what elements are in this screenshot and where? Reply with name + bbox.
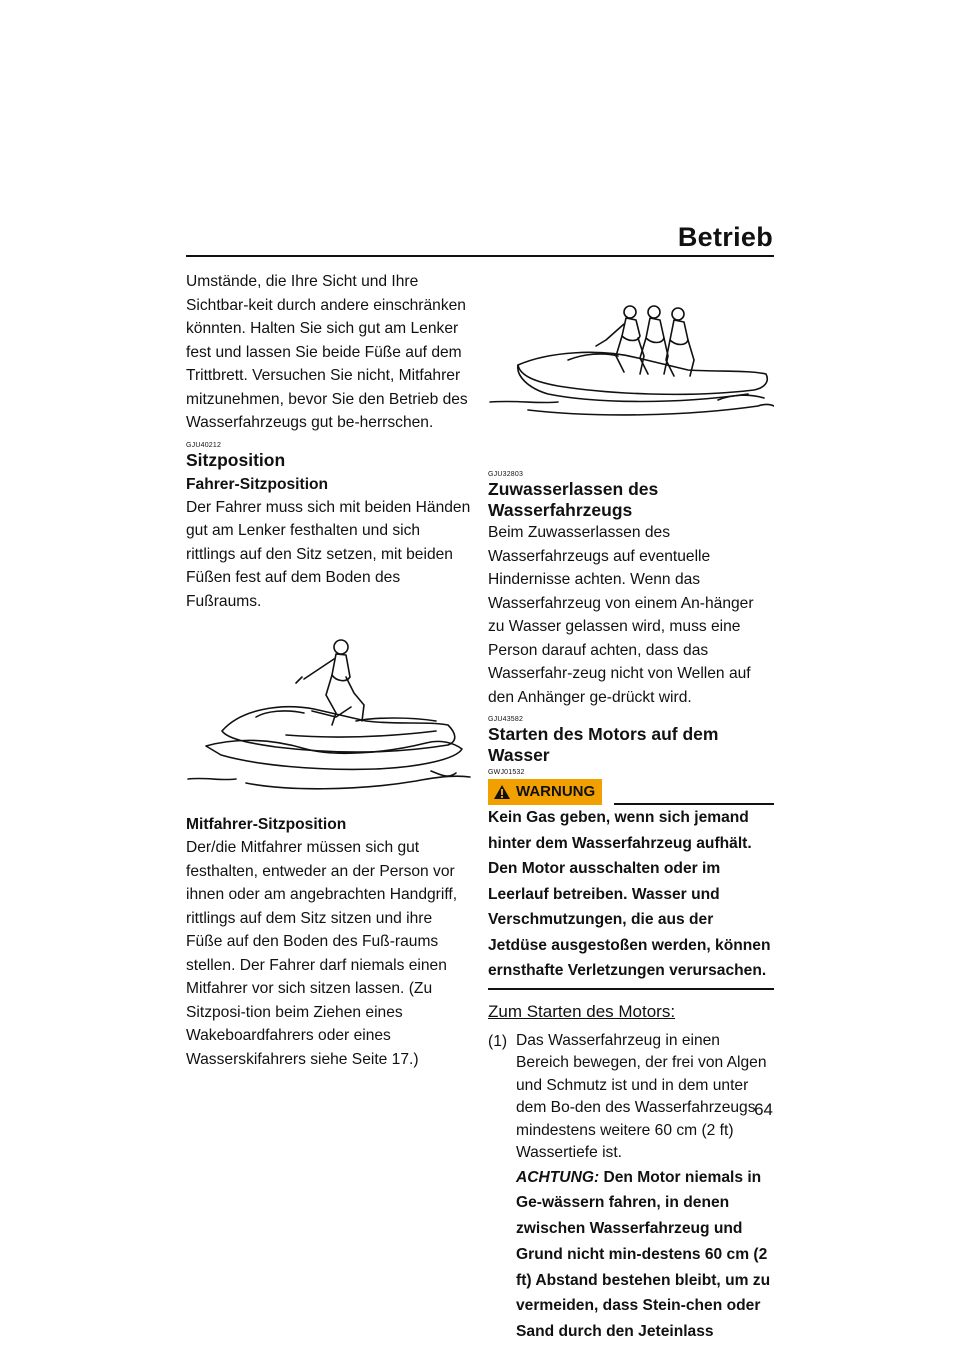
driver-text: Der Fahrer muss sich mit beiden Händen gut am Lenker festhalten und sich rittlings auf den Sitz setzen, mit beiden Füßen fest auf dem Boden des Fußraums. (186, 498, 471, 610)
warning-badge (488, 779, 602, 805)
warning-triangle-icon (493, 784, 511, 800)
left-column (186, 270, 472, 1071)
warning-header (488, 779, 774, 805)
passenger-text: Der/die Mitfahrer müssen sich gut festhalten, entweder an der Person vor ihnen oder am angebrachten Handgriff, rittlings auf dem Sitz sitzen und ihre Füße auf den Boden des Fuß-raums stellen. Der Fahrer darf niemals einen Mitfahrer vor sich sitzen lassen. (Zu Sitzposi-tion beim Ziehen eines Wakeboardfahrers oder eines Wasserskifahrers siehe Seite 17.) (186, 839, 458, 1068)
procedure-heading: Zum Starten des Motors: (488, 1001, 676, 1021)
caution-text: Den Motor niemals in Ge-wässern fahren, in denen zwischen Wasserfahrzeug und Grund nicht min-destens 60 cm (2 ft) Abstand bestehen bleibt, um zu vermeiden, dass Stein-chen oder Sand durch den Jeteinlass (516, 1168, 771, 1341)
right-column (488, 290, 774, 1345)
warning-code: GWJ01532 (488, 769, 525, 776)
intro-paragraph: Umstände, die Ihre Sicht und Ihre Sichtbar-keit durch andere einschränken könnten. Halten Sie sich gut am Lenker fest und lassen Sie beide Füße auf dem Trittbrett. Versuchen Sie nicht, Mitfahrer mitzunehmen, bevor Sie den Betrieb des Wasserfahrzeugs gut be-herrschen. (186, 273, 468, 431)
page-title: Betrieb (677, 222, 773, 252)
step-1 (488, 1030, 774, 1346)
caution-label: ACHTUNG: (516, 1168, 600, 1186)
section-title-sitzposition: Sitzposition (186, 449, 286, 470)
warning-end-rule (488, 988, 774, 990)
section-title-launch: Zuwasserlassen des Wasserfahrzeugs (488, 479, 659, 520)
section-code: GJU40212 (186, 441, 222, 449)
step-text: Das Wasserfahrzeug in einen Bereich bewegen, der frei von Algen und Schmutz ist und in dem unter dem Bo-den des Wasserfahrzeugs mindestens weitere 60 cm (2 ft) Wassertiefe ist. (516, 1031, 767, 1161)
start-section-code: GJU43582 (488, 716, 524, 723)
launch-text: Beim Zuwasserlassen des Wasserfahrzeugs auf eventuelle Hindernisse achten. Wenn das Wasserfahrzeug von einem An-hänger zu Wasser gelassen wird, muss eine Person darauf achten, dass das Wasserfahr-zeug nicht von Wellen auf den Anhänger ge-drückt wird. (488, 524, 754, 706)
warning-label: WARNUNG (516, 783, 596, 801)
passenger-heading: Mitfahrer-Sitzposition (186, 816, 347, 833)
step-number: (1) (488, 1032, 508, 1050)
header-rule (186, 255, 774, 257)
warning-text: Kein Gas geben, wenn sich jemand hinter dem Wasserfahrzeug aufhält. Den Motor ausschalten oder im Leerlauf betreiben. Wasser und Verschmutzungen, die aus der Jetdüse ausgestoßen werden, können ernsthafte Verletzungen verursachen. (488, 809, 771, 979)
driver-jetski-illustration (186, 621, 472, 801)
driver-heading: Fahrer-Sitzposition (186, 475, 329, 493)
launch-section-code: GJU32803 (488, 471, 524, 478)
section-title-start: Starten des Motors auf dem Wasser (488, 724, 719, 765)
page-number: 64 (754, 1100, 773, 1119)
three-riders-jetski-illustration (488, 290, 774, 420)
